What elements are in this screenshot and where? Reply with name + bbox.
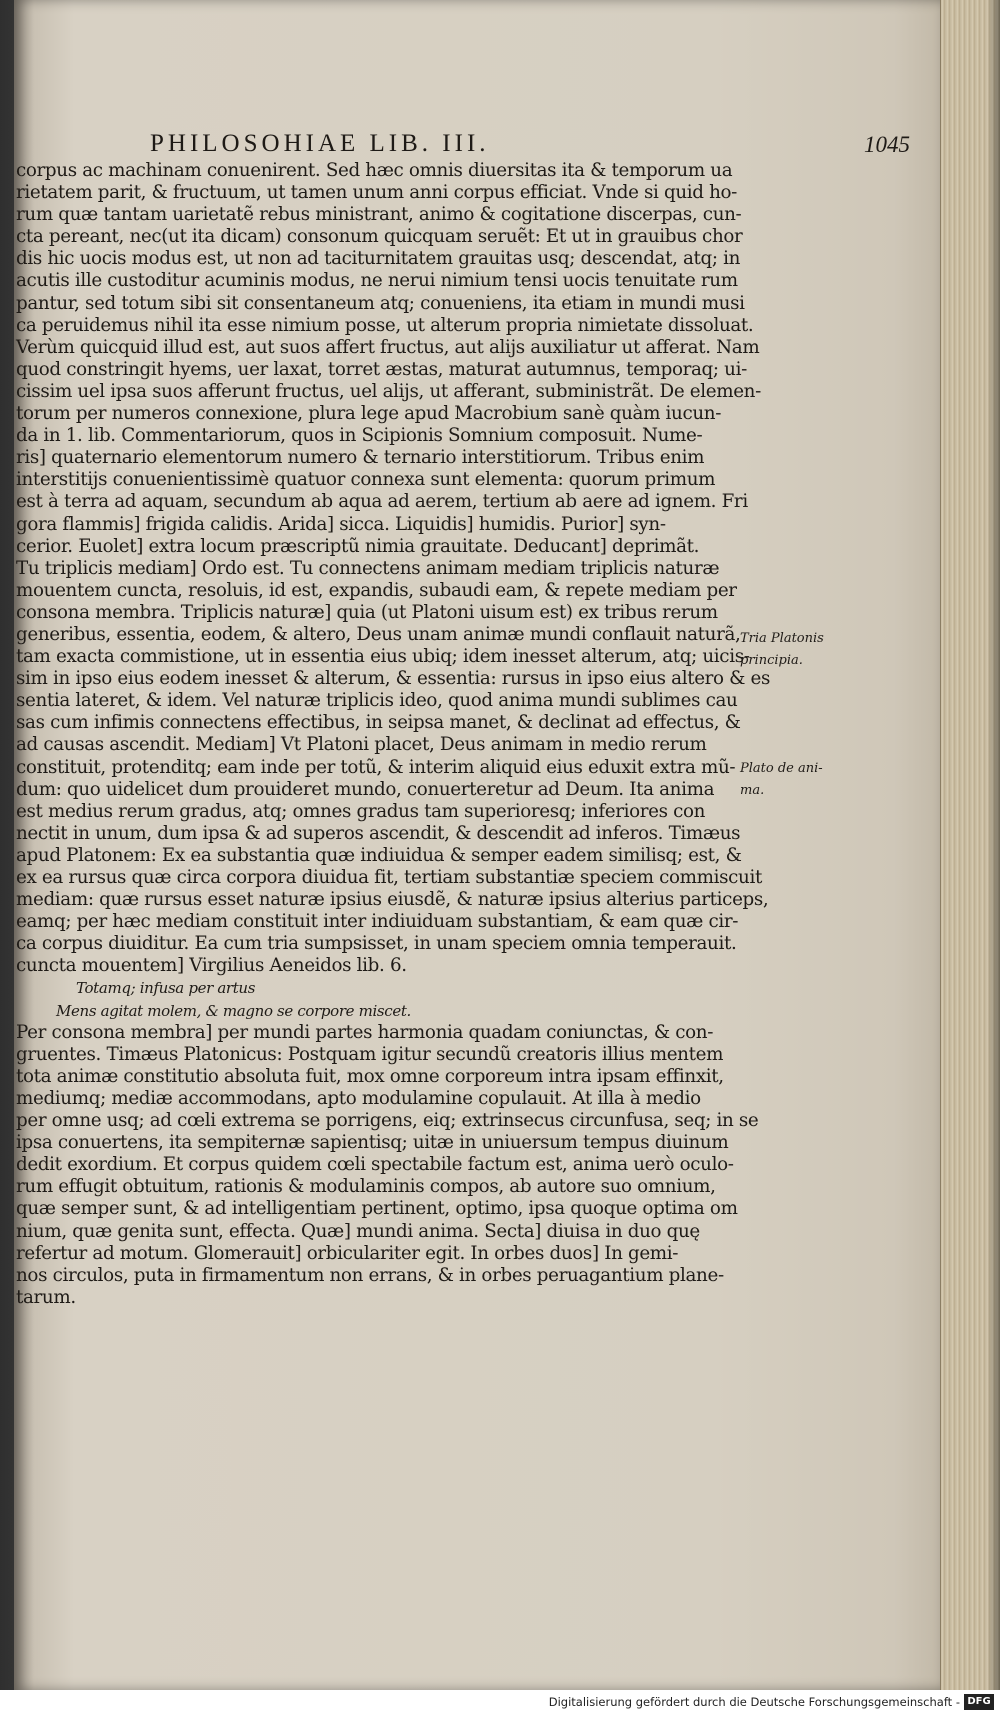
text-line: ad causas ascendit. Mediam] Vt Platoni placet, Deus animam in medio rerum (16, 734, 707, 756)
text-line: apud Platonem: Ex ea substantia quæ indiuidua & semper eadem similisq; est, & (16, 844, 742, 866)
text-line: da in 1. lib. Commentariorum, quos in Scipionis Somnium composuit. Nume- (16, 425, 703, 447)
text-line: cissim uel ipsa suos afferunt fructus, uel alijs, ut afferant, subministrãt. De elemen- (16, 380, 761, 402)
margin-note-plato-de-anima (740, 758, 823, 802)
text-line: tota animæ constitutio absoluta fuit, mox omne corporeum intra ipsam effinxit, (16, 1065, 724, 1087)
text-line: ipsa conuertens, ita sempiternæ sapientisq; uitæ in uniuersum tempus diuinum (16, 1132, 729, 1154)
page-number: 1045 (864, 132, 910, 157)
text-line: Totamq; infusa per artus (76, 979, 256, 998)
text-line: sas cum infimis connectens effectibus, in seipsa manet, & declinat ad effectus, & (16, 712, 741, 734)
text-line: nos circulos, puta in firmamentum non errans, & in orbes peruagantium plane- (16, 1264, 724, 1286)
main-text-block (16, 160, 771, 1309)
text-line: sentia lateret, & idem. Vel naturæ triplicis ideo, quod anima mundi sublimes cau (16, 690, 738, 712)
text-line: gora flammis] frigida calidis. Arida] sicca. Liquidis] humidis. Purior] syn- (16, 513, 666, 535)
text-line: ca peruidemus nihil ita esse nimium posse, ut alterum propria nimietate dissoluat. (16, 314, 754, 336)
text-line: rum quæ tantam uarietatẽ rebus ministrant, animo & cogitatione discerpas, cun- (16, 204, 742, 226)
text-line: interstitijs conuenientissimè quatuor connexa sunt elementa: quorum primum (16, 469, 716, 491)
text-line: acutis ille custoditur acuminis modus, ne nerui nimium tensi uocis tenuitate rum (16, 270, 738, 292)
running-title: PHILOSOHIAE LIB. III. (150, 130, 490, 157)
text-line: est medius rerum gradus, atq; omnes gradus tam superioresq; inferiores con (16, 800, 706, 822)
text-line: Mens agitat molem, & magno se corpore miscet. (56, 1001, 411, 1020)
text-line: constituit, protenditq; eam inde per totũ, & interim aliquid eius eduxit extra mũ- (16, 756, 736, 778)
text-line: quæ semper sunt, & ad intelligentiam pertinent, optimo, ipsa quoque optima om (16, 1198, 738, 1220)
text-line: sim in ipso eius eodem inesset & alterum, & essentia: rursus in ipso eius altero & es (16, 668, 771, 690)
text-line: dedit exordium. Et corpus quidem cœli spectabile factum est, anima uerò oculo- (16, 1154, 734, 1176)
margin-note-line: principia. (740, 653, 803, 668)
text-line: Verùm quicquid illud est, aut suos affert fructus, aut alijs auxiliatur ut afferat. Nam (16, 336, 760, 358)
text-line: cta pereant, nec(ut ita dicam) consonum quicquam seruẽt: Et ut in grauibus chor (16, 226, 743, 248)
margin-note-tria-platonis (740, 628, 824, 672)
footer-bar (0, 1690, 1000, 1715)
text-line: cuncta mouentem] Virgilius Aeneidos lib. 6. (16, 955, 407, 977)
text-line: per omne usq; ad cœli extrema se porrigens, eiq; extrinsecus circunfusa, seq; in se (16, 1110, 759, 1132)
text-line: ris] quaternario elementorum numero & ternario interstitiorum. Tribus enim (16, 447, 705, 469)
margin-note-line: ma. (740, 783, 765, 798)
text-line: rietatem parit, & fructuum, ut tamen unum anni corpus efficiat. Vnde si quid ho- (16, 182, 738, 204)
text-line: rum effugit obtuitum, rationis & modulaminis compos, ab autore suo omnium, (16, 1176, 716, 1198)
text-line: mouentem cuncta, resoluis, id est, expandis, subaudi eam, & repete mediam per (16, 579, 737, 601)
footer-credit: Digitalisierung gefördert durch die Deutsche Forschungsgemeinschaft - (548, 1695, 960, 1709)
margin-note-line: Tria Platonis (740, 631, 824, 646)
text-line: pantur, sed totum sibi sit consentaneum atq; conueniens, ita etiam in mundi musi (16, 292, 745, 314)
text-line: nectit in unum, dum ipsa & ad superos ascendit, & descendit ad inferos. Timæus (16, 822, 741, 844)
text-line: dis hic uocis modus est, ut non ad taciturnitatem grauitas usq; descendat, atq; in (16, 248, 741, 270)
text-line: nium, quæ genita sunt, effecta. Quæ] mundi anima. Secta] diuisa in duo quę (16, 1220, 700, 1242)
text-line: Per consona membra] per mundi partes harmonia quadam coniunctas, & con- (16, 1021, 714, 1043)
text-line: tarum. (16, 1286, 76, 1308)
text-line: gruentes. Timæus Platonicus: Postquam igitur secundũ creatoris illius mentem (16, 1043, 724, 1065)
margin-note-line: Plato de ani- (740, 761, 823, 776)
text-line: cerior. Euolet] extra locum præscriptũ nimia grauitate. Deducant] deprimãt. (16, 535, 700, 557)
text-line: ca corpus diuiditur. Ea cum tria sumpsisset, in unam speciem omnia temperauit. (16, 933, 737, 955)
text-line: est à terra ad aquam, secundum ab aqua ad aerem, tertium ab aere ad ignem. Fri (16, 491, 748, 513)
text-line: quod constringit hyems, uer laxat, torret æstas, maturat autumnus, temporaq; ui- (16, 358, 747, 380)
text-line: generibus, essentia, eodem, & altero, Deus unam animæ mundi conflauit naturã, (16, 623, 741, 645)
text-line: tam exacta commistione, ut in essentia eius ubiq; idem inesset alterum, atq; uicis- (16, 646, 750, 668)
text-line: refertur ad motum. Glomerauit] orbiculariter egit. In orbes duos] In gemi- (16, 1242, 679, 1264)
text-line: ex ea rursus quæ circa corpora diuidua fit, tertiam substantiæ speciem commiscuit (16, 867, 762, 888)
text-line: consona membra. Triplicis naturæ] quia (ut Platoni uisum est) ex tribus rerum (16, 601, 718, 623)
text-line: eamq; per hæc mediam constituit inter indiuiduam substantiam, & eam quæ cir- (16, 911, 739, 933)
text-line: mediumq; mediæ accommodans, apto modulamine copulauit. At illa à medio (16, 1087, 701, 1109)
dfg-logo: DFG (964, 1694, 994, 1710)
text-line: dum: quo uidelicet dum prouideret mundo, conuerteretur ad Deum. Ita anima (16, 778, 715, 800)
page-edges (940, 0, 1000, 1690)
text-line: torum per numeros connexione, plura lege apud Macrobium sanè quàm iucun- (16, 403, 722, 425)
running-header (150, 130, 910, 164)
text-line: Tu triplicis mediam] Ordo est. Tu connectens animam mediam triplicis naturæ (16, 557, 720, 579)
text-line: corpus ac machinam conuenirent. Sed hæc omnis diuersitas ita & temporum ua (16, 160, 733, 181)
text-line: mediam: quæ rursus esset naturæ ipsius eiusdẽ, & naturæ ipsius alterius particeps, (16, 889, 769, 911)
